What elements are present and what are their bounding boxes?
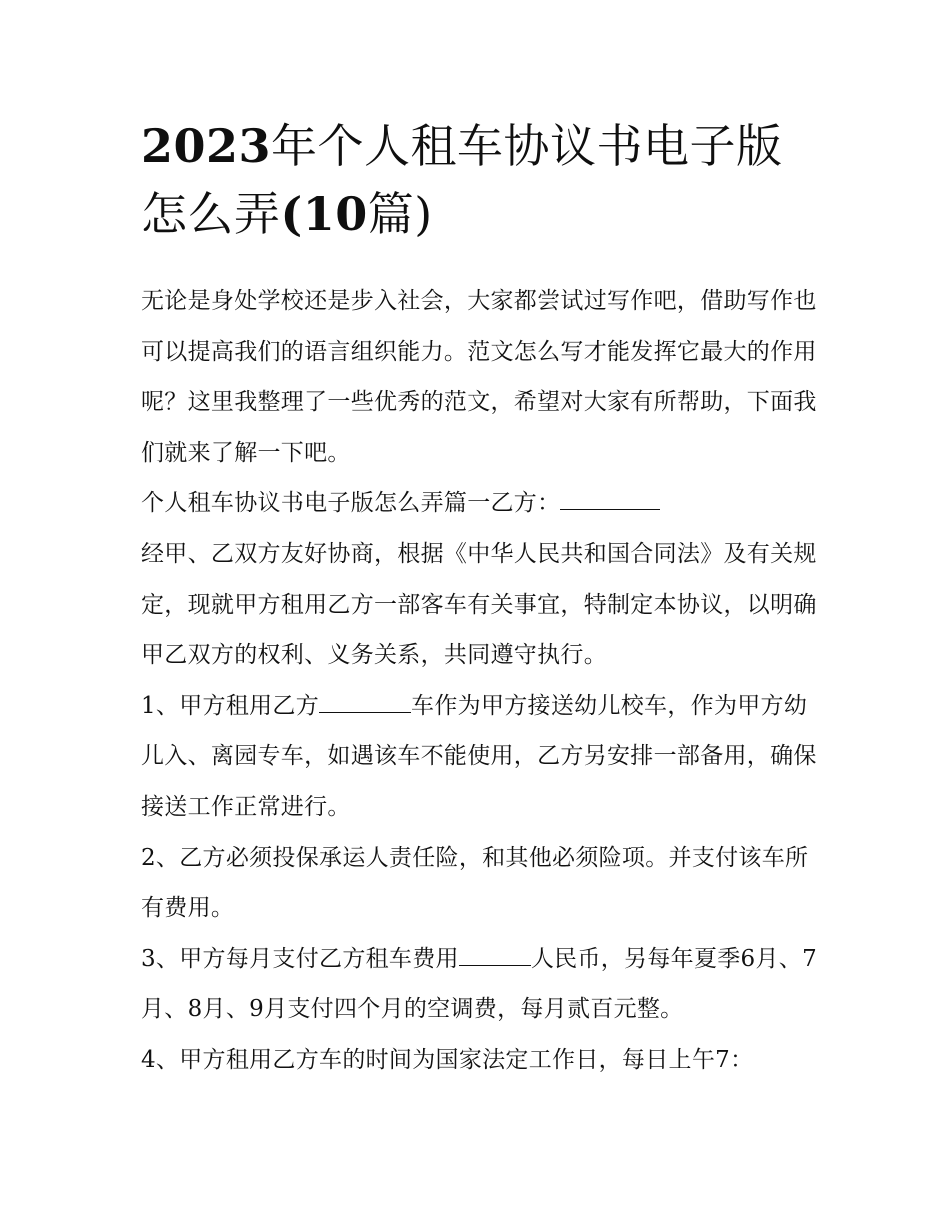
clause-1-before: 1、甲方租用乙方 — [141, 692, 320, 719]
clause-1 — [141, 681, 821, 833]
intro-paragraph: 无论是身处学校还是步入社会，大家都尝试过写作吧，借助写作也可以提高我们的语言组织能力。范文怎么写才能发挥它最大的作用呢？这里我整理了一些优秀的范文，希望对大家有所帮助，下面我们就来了解一下吧。 — [141, 288, 817, 466]
fee-blank — [459, 941, 531, 966]
section-heading — [141, 478, 821, 529]
document-title — [141, 112, 821, 248]
title-line2-end: 篇) — [367, 187, 433, 241]
party-b-blank — [560, 485, 660, 510]
document-body — [141, 276, 821, 1086]
clause-2: 2、乙方必须投保承运人责任险，和其他必须险项。并支付该车所有费用。 — [141, 844, 809, 922]
preamble-paragraph: 经甲、乙双方友好协商，根据《中华人民共和国合同法》及有关规定，现就甲方租用乙方一部客车有关事宜，特制定本协议，以明确甲乙双方的权利、义务关系，共同遵守执行。 — [141, 540, 817, 669]
clause-1-after: 车作为甲方接送幼儿校车，作为甲方幼儿入、离园专车，如遇该车不能使用，乙方另安排一部备用，确保接送工作正常进行。 — [141, 692, 817, 820]
title-year: 2023 — [141, 119, 272, 173]
clause-3-before: 3、甲方每月支付乙方租车费用 — [141, 945, 459, 972]
title-count: (10 — [280, 187, 368, 241]
vehicle-blank — [319, 688, 411, 713]
clause-3 — [141, 934, 821, 1035]
section-heading-text: 个人租车协议书电子版怎么弄篇一乙方： — [141, 490, 561, 517]
title-line1-text: 年个人租车协议书电子版 — [271, 119, 783, 173]
document-page — [141, 112, 821, 1086]
title-line2-text: 怎么弄 — [141, 187, 281, 241]
clause-3-after: 人民币，另每年夏季6月、7月、8月、9月支付四个月的空调费，每月贰百元整。 — [141, 945, 818, 1023]
clause-4: 4、甲方租用乙方车的时间为国家法定工作日，每日上午7： — [141, 1046, 754, 1073]
